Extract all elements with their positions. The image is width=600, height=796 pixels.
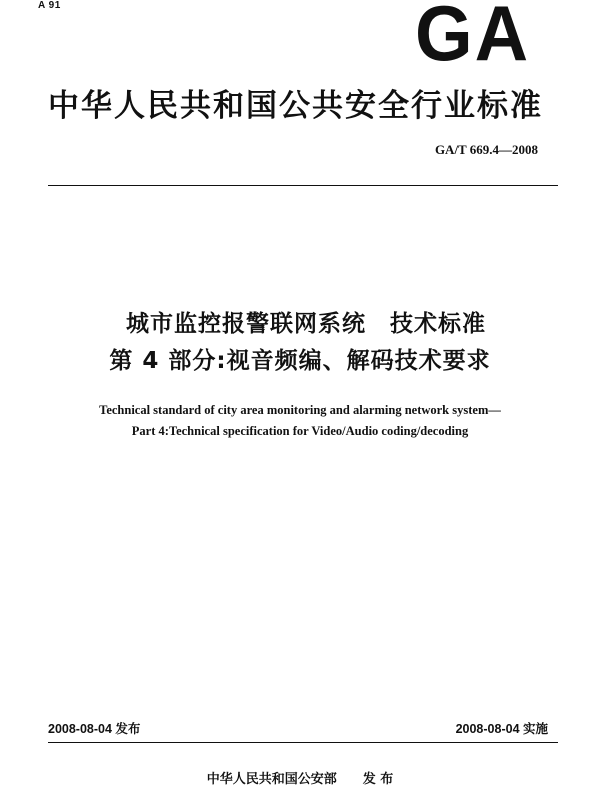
publish-label: 发 布: [362, 772, 394, 787]
publisher-name: 中华人民共和国公安部: [206, 772, 337, 787]
chinese-title-line-2: 第 4 部分:视音频编、解码技术要求: [109, 348, 491, 374]
ga-logo: GA: [415, 0, 530, 77]
standard-number: GA/T 669.4—2008: [434, 142, 538, 157]
issue-date: 2008-08-04 发布: [48, 722, 141, 736]
top-divider: [48, 185, 558, 186]
english-title-line-2: Part 4:Technical specification for Video/Audio coding/decoding: [131, 424, 469, 438]
implementation-date: 2008-08-04 实施: [455, 722, 548, 736]
english-title-line-1: Technical standard of city area monitoring and alarming network system—: [99, 403, 501, 417]
ics-code: A 91: [38, 0, 61, 11]
bottom-divider: [48, 742, 558, 743]
publisher-line: [0, 768, 600, 787]
chinese-title-line-1: 城市监控报警联网系统 技术标准: [126, 311, 486, 337]
standard-category-title: 中华人民共和国公共安全行业标准: [48, 88, 543, 124]
